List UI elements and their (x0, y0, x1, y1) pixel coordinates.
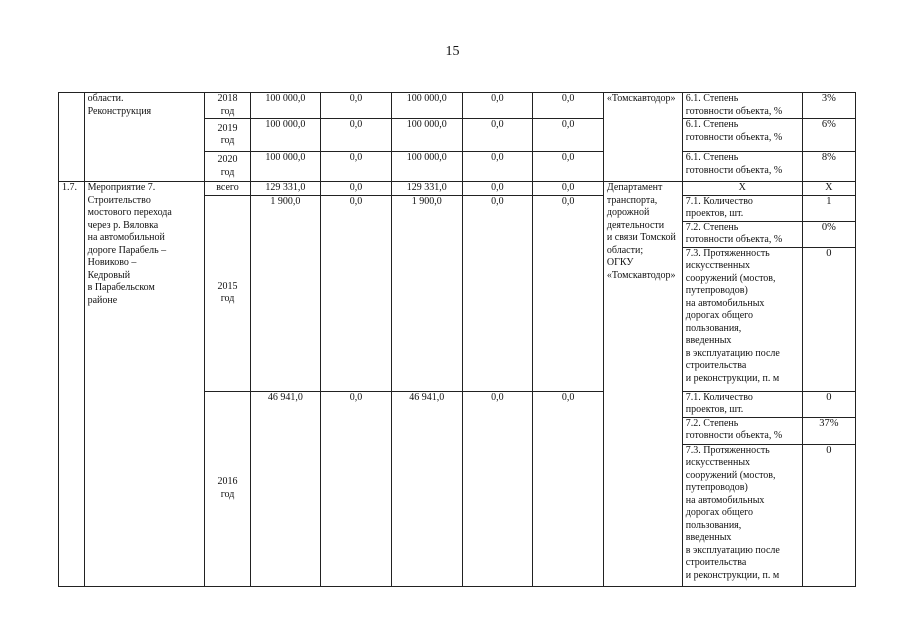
value-cell: 0,0 (462, 152, 533, 182)
total-cell: 100 000,0 (250, 119, 321, 152)
value-cell: 0,0 (533, 391, 604, 586)
indicator-value-cell: 0% (802, 221, 855, 247)
indicator-cell: 7.3. Протяженность искусственных сооружений (мостов, путепроводов) на автомобильных дорогах общего пользования, введенных в эксплуатацию после строительства и реконструкции, п. м (682, 444, 802, 586)
year-cell: 2020 год (205, 152, 250, 182)
indicator-cell: 6.1. Степень готовности объекта, % (682, 152, 802, 182)
program-table (58, 92, 856, 587)
indicator-cell: 7.3. Протяженность искусственных сооружений (мостов, путепроводов) на автомобильных дорогах общего пользования, введенных в эксплуатацию после строительства и реконструкции, п. м (682, 247, 802, 391)
year-cell: 2015 год (205, 195, 250, 391)
value-cell: 0,0 (462, 93, 533, 119)
measure-name-cell: Мероприятие 7. Строительство мостового перехода через р. Вяловка на автомобильной дороге Парабель – Новиково – Кедровый в Парабельском районе (84, 182, 205, 587)
value-cell: 0,0 (321, 119, 392, 152)
indicator-cell: X (682, 182, 802, 196)
year-cell: 2018 год (205, 93, 250, 119)
page-number: 15 (445, 44, 460, 59)
table-row (59, 93, 856, 119)
executor-cell: Департамент транспорта, дорожной деятельности и связи Томской области; ОГКУ «Томскавтодор» (603, 182, 682, 587)
value-cell: 0,0 (462, 119, 533, 152)
value-cell: 100 000,0 (391, 119, 462, 152)
total-cell: 46 941,0 (250, 391, 321, 586)
indicator-value-cell: 0 (802, 247, 855, 391)
value-cell: 0,0 (462, 195, 533, 391)
value-cell: 0,0 (533, 93, 604, 119)
value-cell: 0,0 (321, 182, 392, 196)
indicator-value-cell: 8% (802, 152, 855, 182)
indicator-value-cell: 0 (802, 391, 855, 417)
value-cell: 0,0 (533, 119, 604, 152)
indicator-value-cell: 3% (802, 93, 855, 119)
indicator-cell: 7.2. Степень готовности объекта, % (682, 417, 802, 444)
total-cell: 100 000,0 (250, 152, 321, 182)
value-cell: 100 000,0 (391, 93, 462, 119)
item-number-cell (59, 93, 85, 182)
value-cell: 0,0 (321, 152, 392, 182)
year-cell: 2019 год (205, 119, 250, 152)
value-cell: 0,0 (321, 391, 392, 586)
item-name-cell: области. Реконструкция (84, 93, 205, 182)
indicator-cell: 7.1. Количество проектов, шт. (682, 195, 802, 221)
indicator-cell: 7.1. Количество проектов, шт. (682, 391, 802, 417)
value-cell: 0,0 (533, 182, 604, 196)
indicator-value-cell: 37% (802, 417, 855, 444)
indicator-value-cell: X (802, 182, 855, 196)
year-cell: всего (205, 182, 250, 196)
table-row (59, 182, 856, 196)
value-cell: 46 941,0 (391, 391, 462, 586)
value-cell: 0,0 (462, 182, 533, 196)
indicator-cell: 6.1. Степень готовности объекта, % (682, 119, 802, 152)
year-cell: 2016 год (205, 391, 250, 586)
value-cell: 1 900,0 (391, 195, 462, 391)
value-cell: 0,0 (462, 391, 533, 586)
value-cell: 0,0 (533, 195, 604, 391)
total-cell: 1 900,0 (250, 195, 321, 391)
indicator-cell: 7.2. Степень готовности объекта, % (682, 221, 802, 247)
value-cell: 100 000,0 (391, 152, 462, 182)
indicator-value-cell: 1 (802, 195, 855, 221)
executor-cell: «Томскавтодор» (603, 93, 682, 182)
value-cell: 129 331,0 (391, 182, 462, 196)
total-cell: 129 331,0 (250, 182, 321, 196)
total-cell: 100 000,0 (250, 93, 321, 119)
value-cell: 0,0 (321, 195, 392, 391)
indicator-value-cell: 6% (802, 119, 855, 152)
value-cell: 0,0 (321, 93, 392, 119)
value-cell: 0,0 (533, 152, 604, 182)
indicator-value-cell: 0 (802, 444, 855, 586)
indicator-cell: 6.1. Степень готовности объекта, % (682, 93, 802, 119)
item-number-cell: 1.7. (59, 182, 85, 587)
